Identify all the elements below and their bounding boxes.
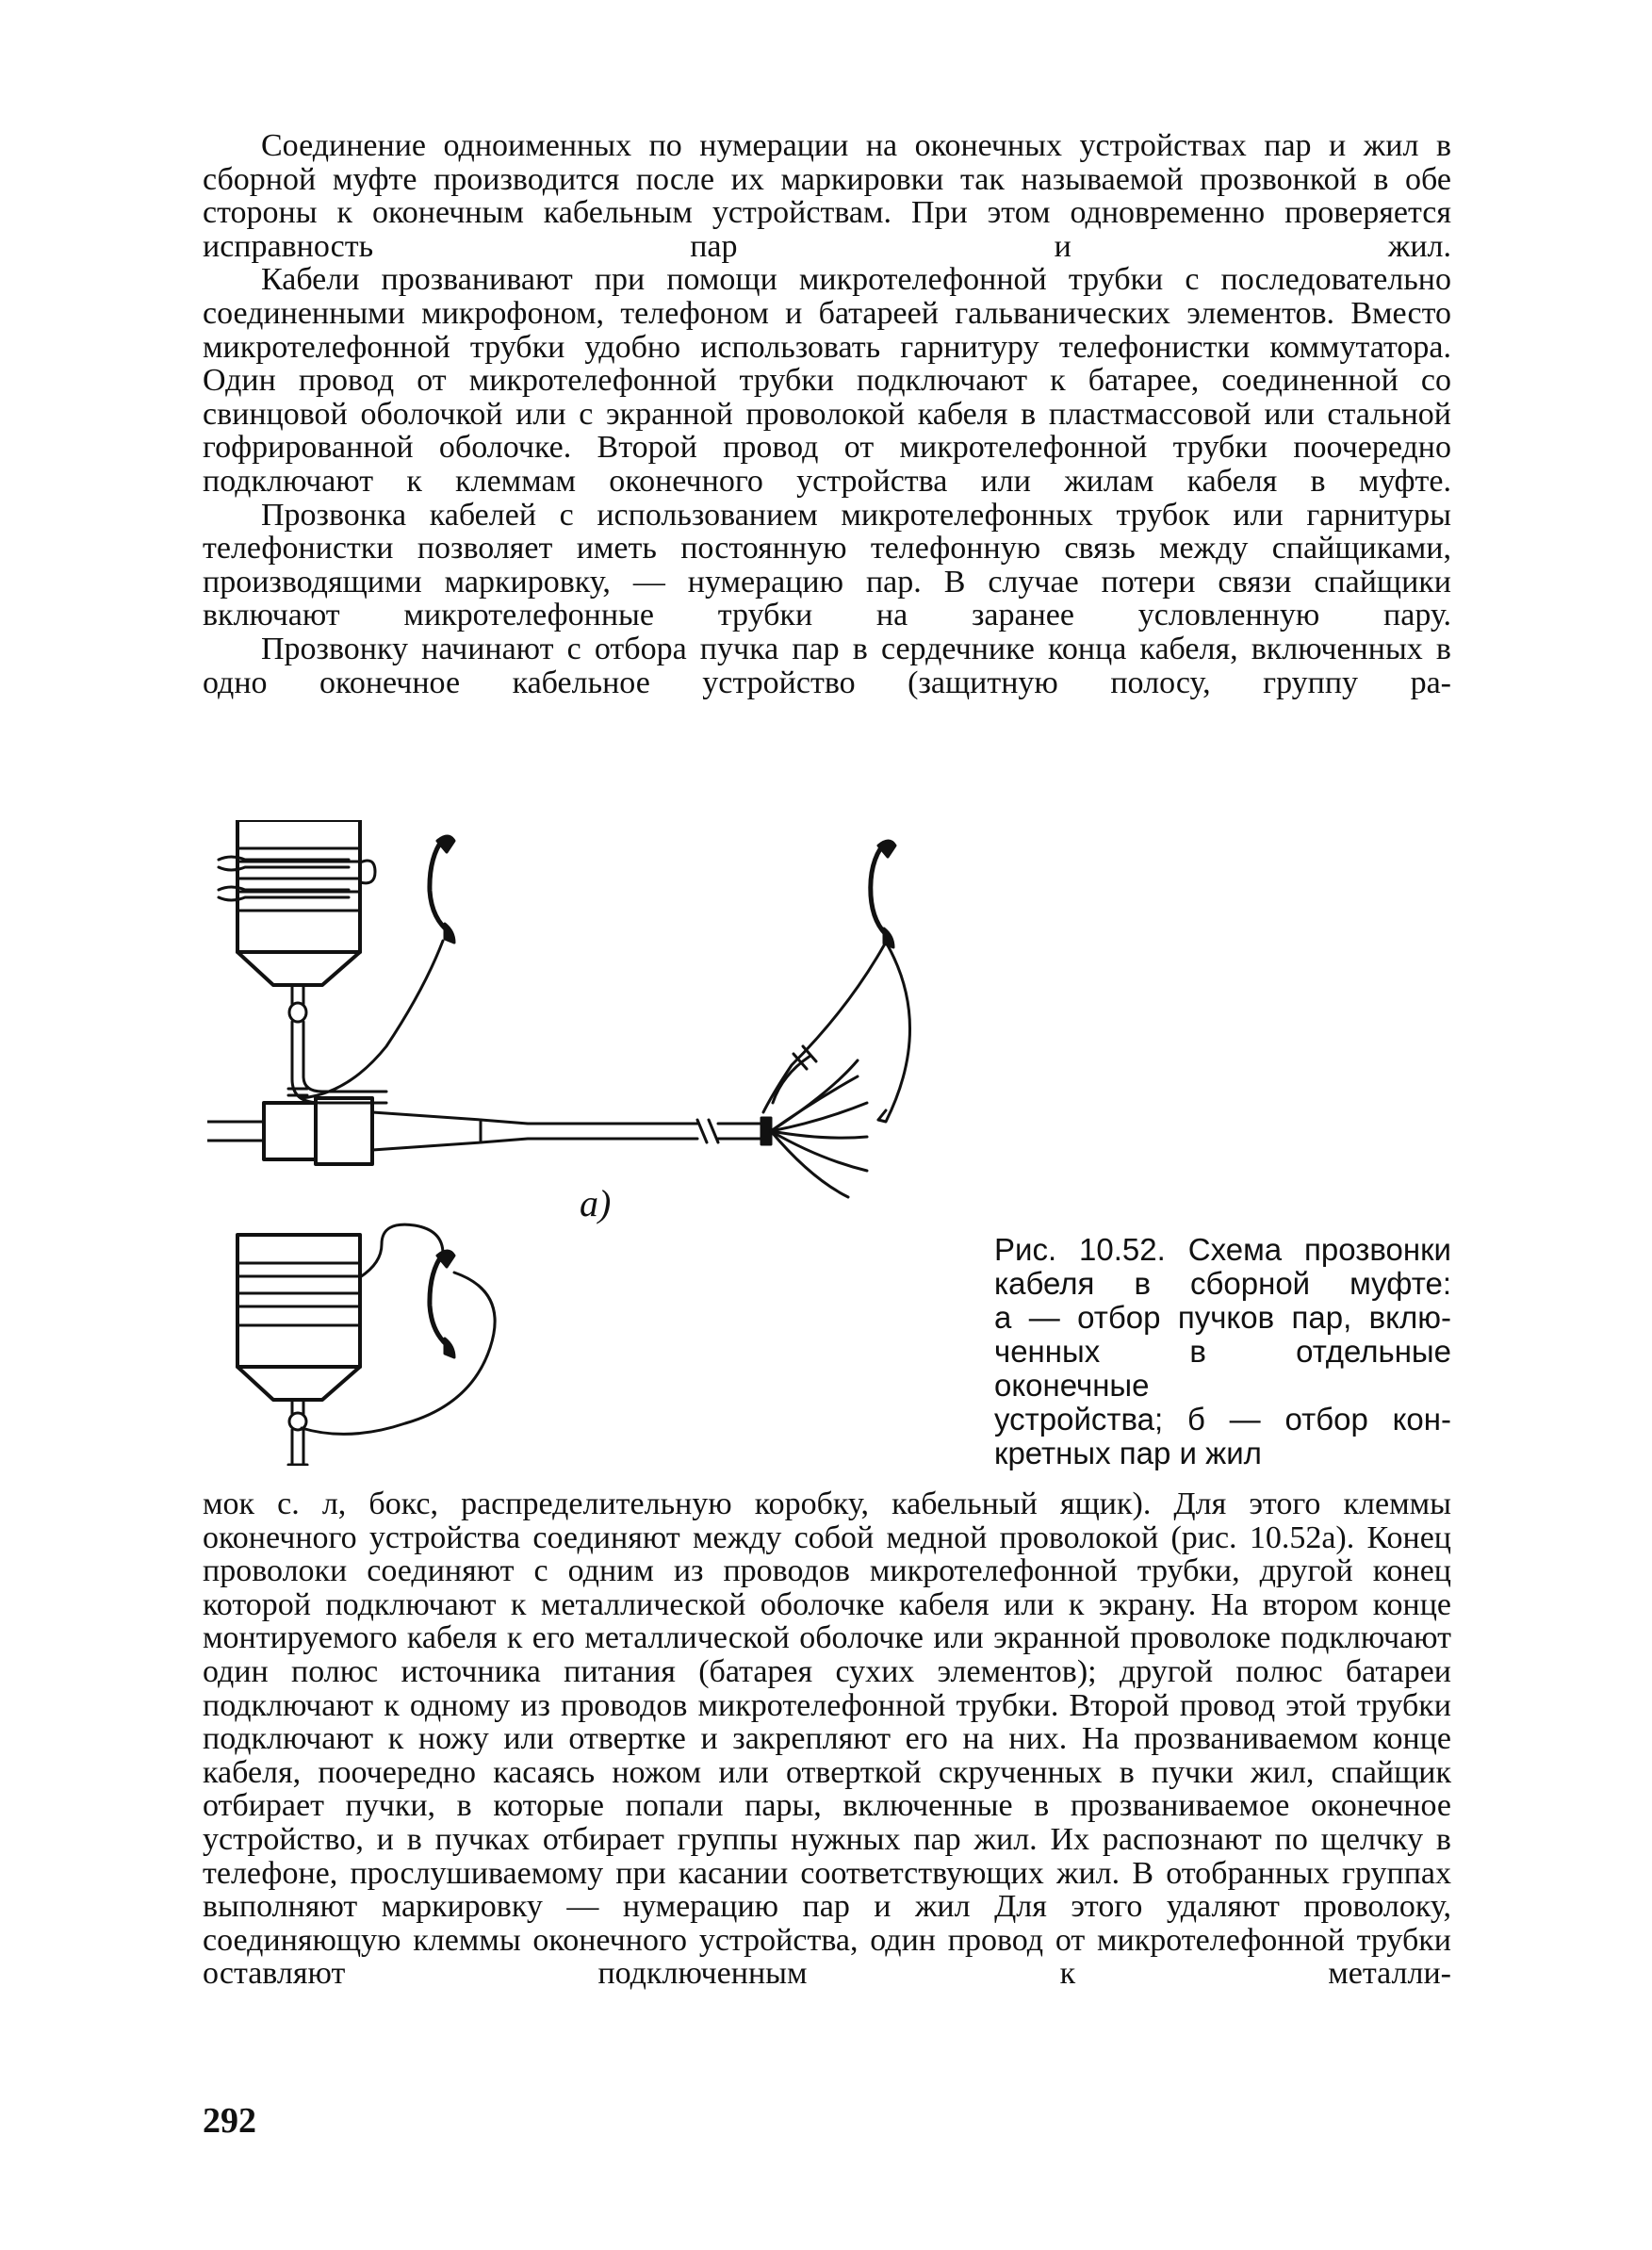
- terminal-block-b: [237, 1235, 360, 1400]
- handset-icon-a-left: [430, 836, 454, 943]
- paragraph-3: Прозвонка кабелей с использованием микротелефонных трубок или гарнитуры телефонистки позволяет иметь постоянную телефонную связь между спайщиками, производящими маркировку, — нумерацию пар. В случае потери связи спайщики включают микротелефонные трубки на заранее условленную пару.: [203, 497, 1451, 633]
- terminal-block-a: [219, 820, 375, 985]
- bottom-text-block: [203, 1487, 1451, 1991]
- caption-line: кретных пар и жил: [994, 1436, 1262, 1470]
- figure-caption: [994, 1233, 1451, 1470]
- page-number: 292: [203, 2101, 256, 2141]
- diagram-a: [207, 820, 910, 1224]
- caption-line: ченных в отдельные оконечные: [994, 1334, 1451, 1403]
- figure-label-a: а): [580, 1182, 612, 1224]
- paragraph-2: Кабели прозванивают при помощи микротелефонной трубки с последовательно соединенными микрофоном, телефоном и батареей гальванических элементов. Вместо микротелефонной трубки удобно использовать гарнитуру телефонистки коммутатора. Один провод от микротелефонной трубки подключают к батарее, соединенной со свинцовой оболочкой или с экранной проволокой кабеля в пластмассовой или стальной гофрированной оболочке. Второй провод от микротелефонной трубки поочередно подключают к клеммам оконечного устройства или жилам кабеля в муфте.: [203, 262, 1451, 499]
- caption-line: кабеля в сборной муфте:: [994, 1266, 1451, 1301]
- handset-icon-a-right: [871, 841, 895, 947]
- paragraph-5: мок с. л, бокс, распределительную коробку, кабельный ящик). Для этого клеммы оконечного устройства соединяют между собой медной проволокой (рис. 10.52а). Конец проволоки соединяют с одним из проводов микротелефонной трубки, другой конец которой подключают к металлической оболочке кабеля или к экрану. На втором конце монтируемого кабеля к его металлической оболочке или экранной проволоке подключают один полюс источника питания (батарея сухих элементов); другой полюс батареи подключают к одному из проводов микротелефонной трубки. Второй провод этой трубки подключают к ножу или отвертке и закрепляют его на них. На прозваниваемом конце кабеля, поочередно касаясь ножом или отверткой скрученных в пучки жил, спайщик отбирает пучки, в которые попали пары, включенные в прозваниваемое оконечное устройство, и в пучках отбирает группы нужных пар жил. Их распознают по щелчку в телефоне, прослушиваемому при касании соответствующих жил. В отобранных группах выполняют маркировку — нумерацию пар и жил Для этого удаляют проволоку, соединяющую клеммы оконечного устройства, один провод от микротелефонной трубки оставляют подключенным к металли-: [203, 1486, 1451, 1992]
- figure-10-52: [207, 820, 942, 1466]
- paragraph-1: Соединение одноименных по нумерации на оконечных устройствах пар и жил в сборной муфте производится после их маркировки так называемой прозвонкой в обе стороны к оконечным кабельным устройствам. При этом одновременно проверяется исправность пар и жил.: [203, 128, 1451, 264]
- paragraph-4: Прозвонку начинают с отбора пучка пар в сердечнике конца кабеля, включенных в одно оконечное кабельное устройство (защитную полосу, группу ра-: [203, 631, 1451, 700]
- caption-line: Рис. 10.52. Схема прозвонки: [994, 1232, 1451, 1267]
- caption-line: устройства; б — отбор кон-: [994, 1402, 1451, 1437]
- handset-icon-b: [430, 1251, 454, 1357]
- top-text-block: [203, 129, 1451, 699]
- cable-test-diagram: [207, 820, 942, 1466]
- diagram-b: [207, 1224, 631, 1466]
- caption-line: а — отбор пучков пар, вклю-: [994, 1300, 1451, 1335]
